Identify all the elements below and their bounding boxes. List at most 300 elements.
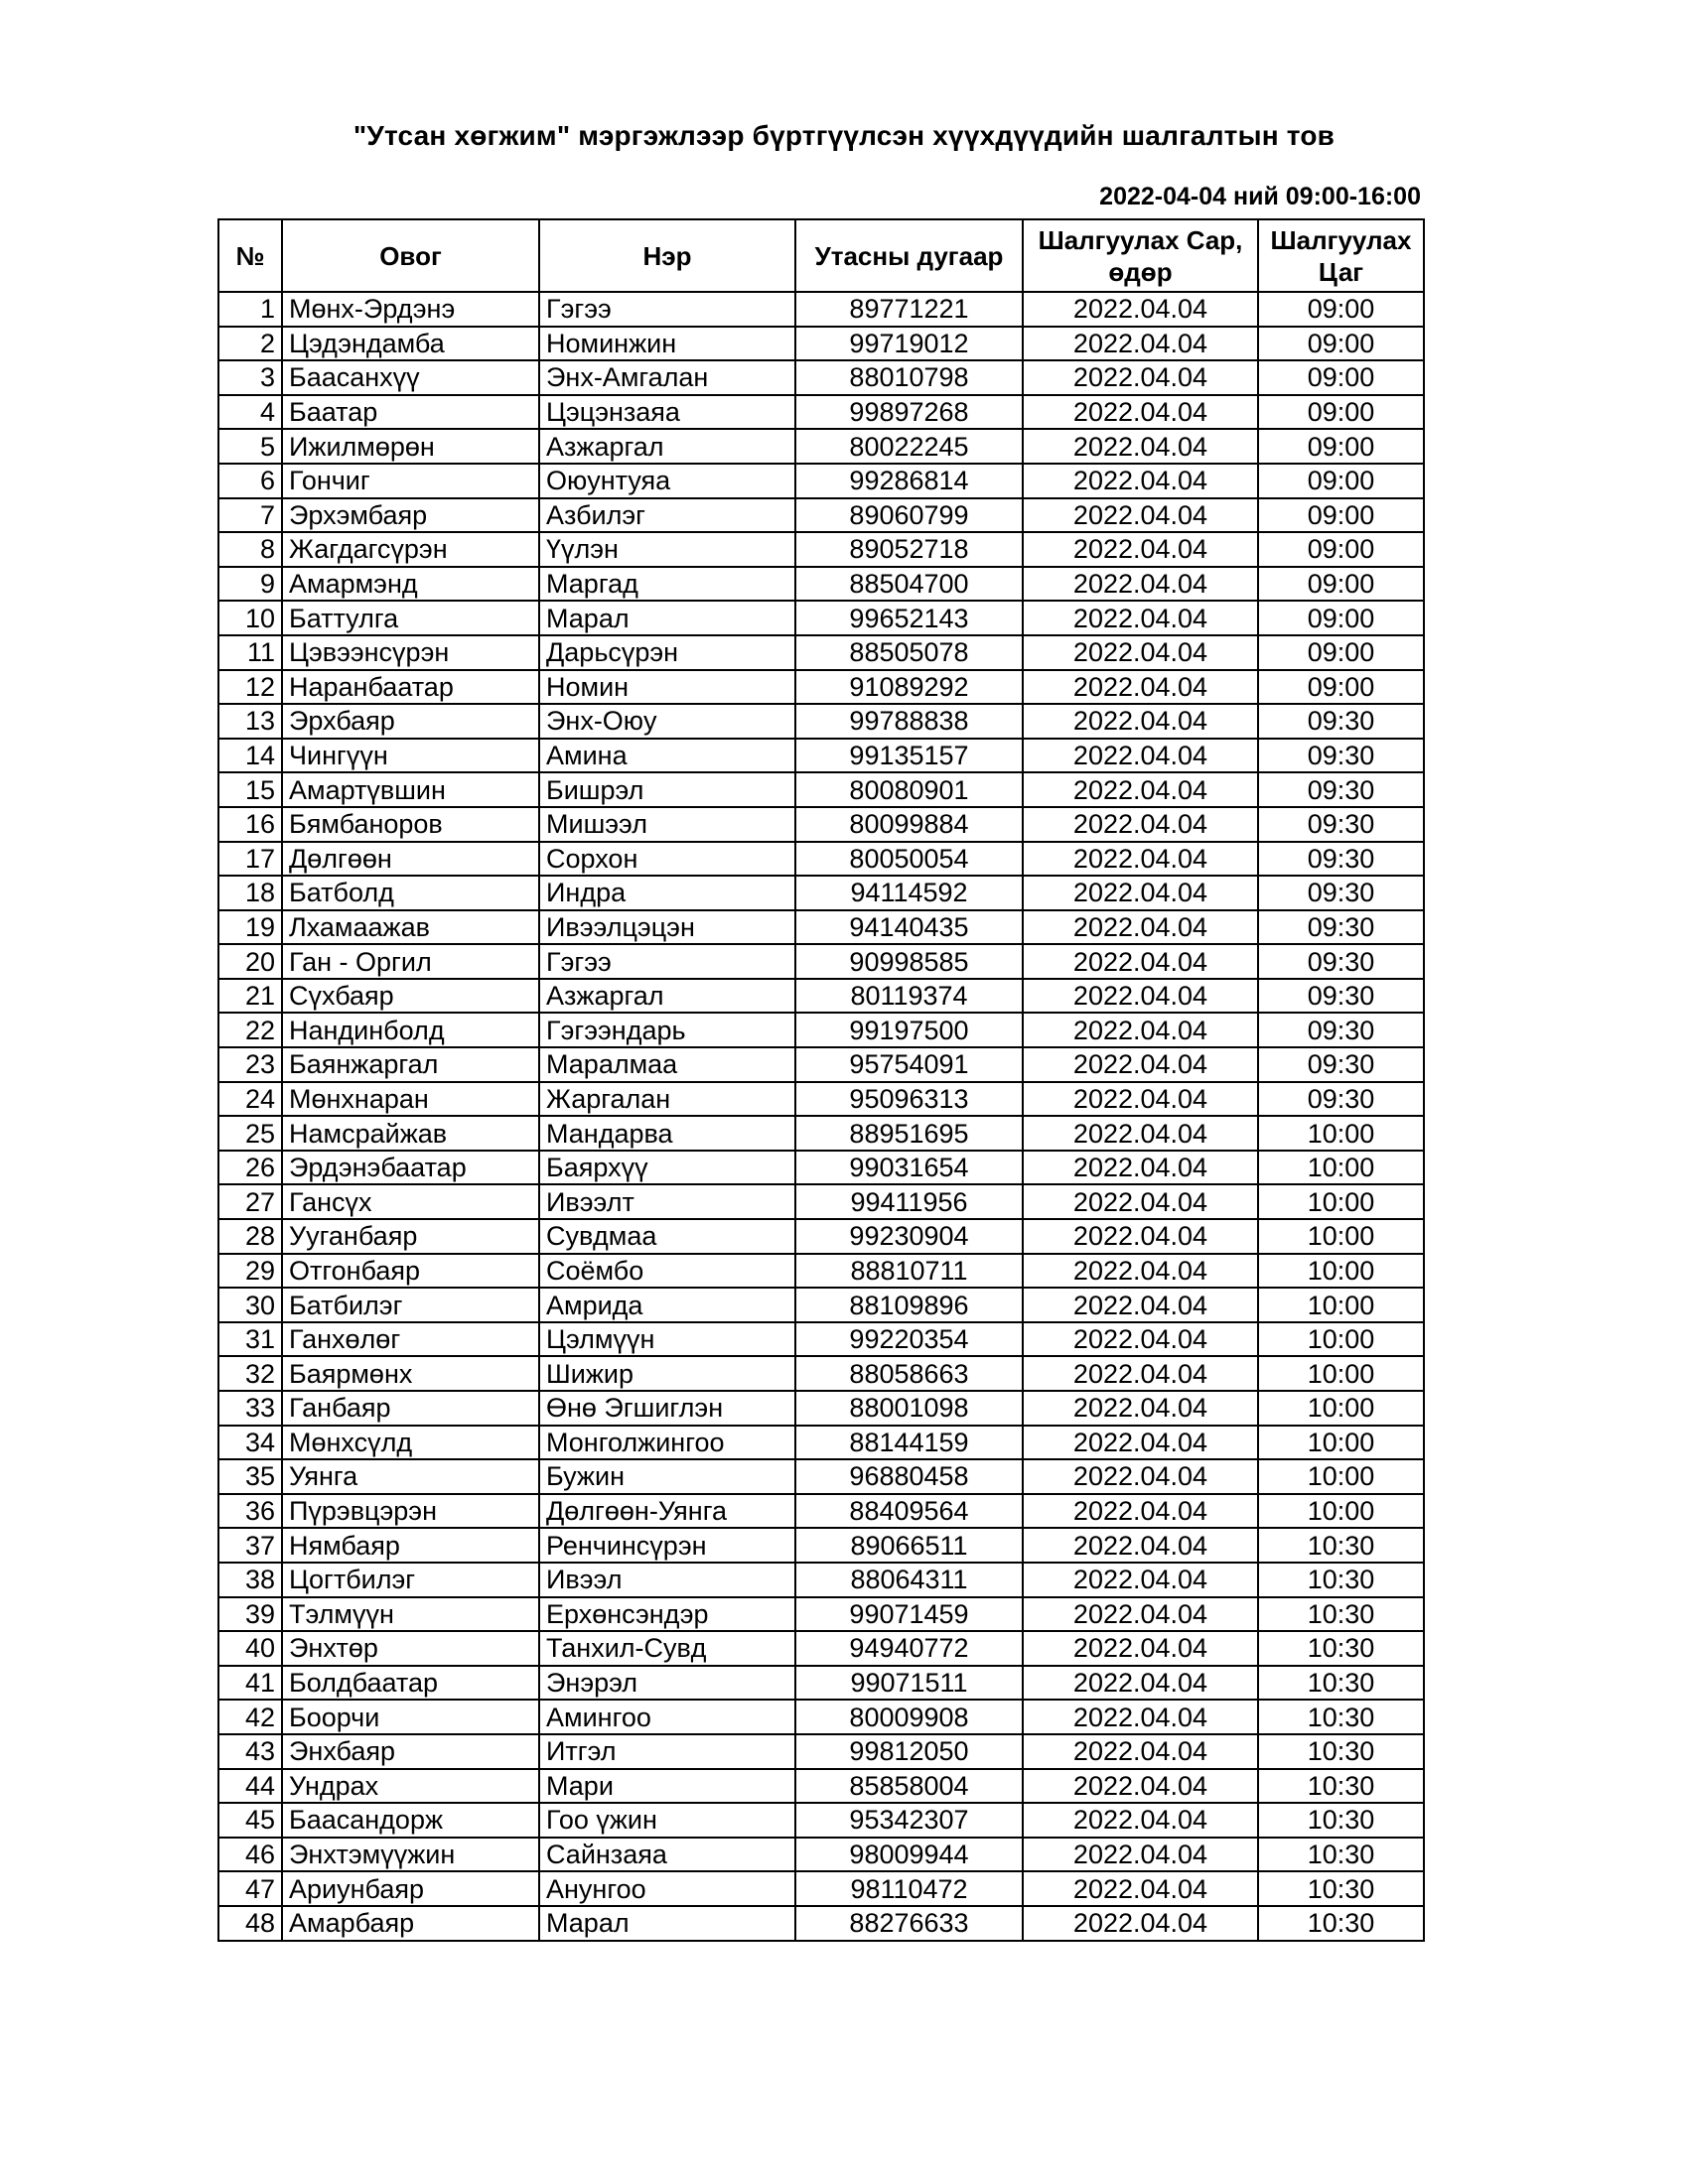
row-time: 09:00 bbox=[1258, 601, 1424, 635]
row-number: 33 bbox=[218, 1391, 282, 1426]
row-ner: Азбилэг bbox=[539, 498, 795, 533]
row-number: 11 bbox=[218, 635, 282, 670]
row-time: 09:00 bbox=[1258, 292, 1424, 327]
row-number: 22 bbox=[218, 1013, 282, 1047]
table-row bbox=[218, 670, 1424, 705]
row-ner: Цэцэнзаяа bbox=[539, 395, 795, 430]
table-row bbox=[218, 1013, 1424, 1047]
row-date: 2022.04.04 bbox=[1023, 532, 1258, 567]
table-row bbox=[218, 1563, 1424, 1597]
row-date: 2022.04.04 bbox=[1023, 292, 1258, 327]
row-obog: Цэдэндамба bbox=[282, 327, 539, 361]
table-row bbox=[218, 910, 1424, 945]
row-obog: Ундрах bbox=[282, 1769, 539, 1804]
row-obog: Эрхэмбаяр bbox=[282, 498, 539, 533]
row-time: 09:30 bbox=[1258, 704, 1424, 739]
row-obog: Ганхөлөг bbox=[282, 1322, 539, 1357]
row-obog: Уянга bbox=[282, 1459, 539, 1494]
row-number: 34 bbox=[218, 1426, 282, 1460]
table-row bbox=[218, 1734, 1424, 1769]
row-ner: Сувдмаа bbox=[539, 1219, 795, 1254]
row-phone: 90998585 bbox=[795, 944, 1023, 979]
row-time: 09:30 bbox=[1258, 739, 1424, 773]
row-time: 10:00 bbox=[1258, 1322, 1424, 1357]
row-ner: Цэлмүүн bbox=[539, 1322, 795, 1357]
row-phone: 99220354 bbox=[795, 1322, 1023, 1357]
row-date: 2022.04.04 bbox=[1023, 944, 1258, 979]
table-row bbox=[218, 842, 1424, 877]
row-number: 35 bbox=[218, 1459, 282, 1494]
row-ner: Анунгоо bbox=[539, 1871, 795, 1906]
row-obog: Ариунбаяр bbox=[282, 1871, 539, 1906]
row-phone: 96880458 bbox=[795, 1459, 1023, 1494]
row-phone: 95342307 bbox=[795, 1803, 1023, 1838]
row-date: 2022.04.04 bbox=[1023, 910, 1258, 945]
table-row bbox=[218, 532, 1424, 567]
row-phone: 95096313 bbox=[795, 1082, 1023, 1117]
row-ner: Мари bbox=[539, 1769, 795, 1804]
table-row bbox=[218, 1254, 1424, 1289]
row-date: 2022.04.04 bbox=[1023, 498, 1258, 533]
row-obog: Пүрэвцэрэн bbox=[282, 1494, 539, 1529]
page-title: "Утсан хөгжим" мэргэжлээр бүртгүүлсэн хүүхдүүдийн шалгалтын тов bbox=[352, 120, 1336, 151]
row-number: 26 bbox=[218, 1151, 282, 1185]
row-date: 2022.04.04 bbox=[1023, 1391, 1258, 1426]
row-ner: Азжаргал bbox=[539, 979, 795, 1014]
row-obog: Энхбаяр bbox=[282, 1734, 539, 1769]
table-row bbox=[218, 429, 1424, 464]
row-ner: Энэрэл bbox=[539, 1666, 795, 1701]
row-time: 10:30 bbox=[1258, 1769, 1424, 1804]
table-row bbox=[218, 464, 1424, 498]
row-phone: 99652143 bbox=[795, 601, 1023, 635]
row-phone: 89060799 bbox=[795, 498, 1023, 533]
row-time: 09:30 bbox=[1258, 1082, 1424, 1117]
table-row bbox=[218, 327, 1424, 361]
row-phone: 88276633 bbox=[795, 1906, 1023, 1941]
table-row bbox=[218, 635, 1424, 670]
table-row bbox=[218, 979, 1424, 1014]
row-date: 2022.04.04 bbox=[1023, 360, 1258, 395]
row-ner: Ивээл bbox=[539, 1563, 795, 1597]
row-date: 2022.04.04 bbox=[1023, 842, 1258, 877]
row-obog: Ганбаяр bbox=[282, 1391, 539, 1426]
row-date: 2022.04.04 bbox=[1023, 395, 1258, 430]
row-obog: Баянжаргал bbox=[282, 1047, 539, 1082]
row-phone: 88058663 bbox=[795, 1356, 1023, 1391]
row-obog: Сүхбаяр bbox=[282, 979, 539, 1014]
row-obog: Отгонбаяр bbox=[282, 1254, 539, 1289]
row-phone: 98009944 bbox=[795, 1838, 1023, 1872]
row-date: 2022.04.04 bbox=[1023, 327, 1258, 361]
row-ner: Итгэл bbox=[539, 1734, 795, 1769]
row-phone: 99788838 bbox=[795, 704, 1023, 739]
row-date: 2022.04.04 bbox=[1023, 1254, 1258, 1289]
row-obog: Амарбаяр bbox=[282, 1906, 539, 1941]
row-number: 8 bbox=[218, 532, 282, 567]
row-time: 10:30 bbox=[1258, 1906, 1424, 1941]
row-obog: Лхамаажав bbox=[282, 910, 539, 945]
row-ner: Соёмбо bbox=[539, 1254, 795, 1289]
table-row bbox=[218, 1666, 1424, 1701]
table-body bbox=[218, 292, 1424, 1941]
row-number: 40 bbox=[218, 1631, 282, 1666]
row-phone: 80080901 bbox=[795, 772, 1023, 807]
table-row bbox=[218, 1356, 1424, 1391]
row-obog: Ижилмөрөн bbox=[282, 429, 539, 464]
row-time: 10:30 bbox=[1258, 1803, 1424, 1838]
row-phone: 99071459 bbox=[795, 1597, 1023, 1632]
row-phone: 88109896 bbox=[795, 1288, 1023, 1322]
row-date: 2022.04.04 bbox=[1023, 1803, 1258, 1838]
table-row bbox=[218, 1047, 1424, 1082]
row-time: 10:30 bbox=[1258, 1734, 1424, 1769]
table-row bbox=[218, 1838, 1424, 1872]
row-ner: Дөлгөөн-Уянга bbox=[539, 1494, 795, 1529]
row-time: 10:30 bbox=[1258, 1563, 1424, 1597]
row-obog: Болдбаатар bbox=[282, 1666, 539, 1701]
row-obog: Ууганбаяр bbox=[282, 1219, 539, 1254]
row-ner: Монголжингоо bbox=[539, 1426, 795, 1460]
row-obog: Энхтэмүүжин bbox=[282, 1838, 539, 1872]
table-row bbox=[218, 1906, 1424, 1941]
row-ner: Ивээлцэцэн bbox=[539, 910, 795, 945]
row-ner: Ренчинсүрэн bbox=[539, 1528, 795, 1563]
row-ner: Үүлэн bbox=[539, 532, 795, 567]
table-row bbox=[218, 1322, 1424, 1357]
row-phone: 88504700 bbox=[795, 567, 1023, 602]
row-number: 4 bbox=[218, 395, 282, 430]
row-time: 09:30 bbox=[1258, 1013, 1424, 1047]
row-time: 09:30 bbox=[1258, 772, 1424, 807]
row-obog: Нямбаяр bbox=[282, 1528, 539, 1563]
table-row bbox=[218, 739, 1424, 773]
table-row bbox=[218, 944, 1424, 979]
row-ner: Амрида bbox=[539, 1288, 795, 1322]
row-obog: Жагдагсүрэн bbox=[282, 532, 539, 567]
row-date: 2022.04.04 bbox=[1023, 1631, 1258, 1666]
row-time: 10:30 bbox=[1258, 1528, 1424, 1563]
row-number: 9 bbox=[218, 567, 282, 602]
row-ner: Сорхон bbox=[539, 842, 795, 877]
row-time: 09:30 bbox=[1258, 842, 1424, 877]
row-time: 10:00 bbox=[1258, 1459, 1424, 1494]
row-number: 20 bbox=[218, 944, 282, 979]
row-phone: 88409564 bbox=[795, 1494, 1023, 1529]
row-number: 32 bbox=[218, 1356, 282, 1391]
table-row bbox=[218, 1631, 1424, 1666]
header-time: Шалгуулах Цаг bbox=[1258, 219, 1424, 292]
row-phone: 94140435 bbox=[795, 910, 1023, 945]
row-ner: Дарьсүрэн bbox=[539, 635, 795, 670]
table-row bbox=[218, 1597, 1424, 1632]
row-date: 2022.04.04 bbox=[1023, 1666, 1258, 1701]
row-time: 09:00 bbox=[1258, 429, 1424, 464]
row-number: 36 bbox=[218, 1494, 282, 1529]
row-time: 09:00 bbox=[1258, 635, 1424, 670]
row-number: 3 bbox=[218, 360, 282, 395]
row-obog: Эрхбаяр bbox=[282, 704, 539, 739]
table-row bbox=[218, 292, 1424, 327]
row-date: 2022.04.04 bbox=[1023, 1459, 1258, 1494]
row-phone: 99411956 bbox=[795, 1184, 1023, 1219]
row-phone: 94940772 bbox=[795, 1631, 1023, 1666]
table-row bbox=[218, 360, 1424, 395]
row-date: 2022.04.04 bbox=[1023, 739, 1258, 773]
header-obog: Овог bbox=[282, 219, 539, 292]
row-time: 10:30 bbox=[1258, 1631, 1424, 1666]
row-ner: Шижир bbox=[539, 1356, 795, 1391]
row-phone: 89066511 bbox=[795, 1528, 1023, 1563]
row-date: 2022.04.04 bbox=[1023, 807, 1258, 842]
row-obog: Боорчи bbox=[282, 1700, 539, 1734]
row-ner: Бишрэл bbox=[539, 772, 795, 807]
row-date: 2022.04.04 bbox=[1023, 704, 1258, 739]
row-ner: Баярхүү bbox=[539, 1151, 795, 1185]
row-date: 2022.04.04 bbox=[1023, 670, 1258, 705]
row-obog: Чингүүн bbox=[282, 739, 539, 773]
row-number: 24 bbox=[218, 1082, 282, 1117]
date-range: 2022-04-04 ний 09:00-16:00 bbox=[1099, 183, 1421, 210]
row-time: 10:00 bbox=[1258, 1494, 1424, 1529]
row-time: 09:30 bbox=[1258, 1047, 1424, 1082]
row-ner: Мандарва bbox=[539, 1116, 795, 1151]
row-number: 5 bbox=[218, 429, 282, 464]
row-ner: Индра bbox=[539, 876, 795, 910]
table-row bbox=[218, 498, 1424, 533]
row-ner: Сайнзаяа bbox=[539, 1838, 795, 1872]
row-phone: 80022245 bbox=[795, 429, 1023, 464]
row-obog: Батболд bbox=[282, 876, 539, 910]
row-date: 2022.04.04 bbox=[1023, 1356, 1258, 1391]
row-obog: Батбилэг bbox=[282, 1288, 539, 1322]
row-phone: 80009908 bbox=[795, 1700, 1023, 1734]
row-time: 10:00 bbox=[1258, 1426, 1424, 1460]
row-time: 09:30 bbox=[1258, 944, 1424, 979]
row-ner: Азжаргал bbox=[539, 429, 795, 464]
row-obog: Амартүвшин bbox=[282, 772, 539, 807]
row-time: 10:30 bbox=[1258, 1838, 1424, 1872]
row-phone: 89771221 bbox=[795, 292, 1023, 327]
row-time: 10:00 bbox=[1258, 1151, 1424, 1185]
row-ner: Номин bbox=[539, 670, 795, 705]
table-row bbox=[218, 1426, 1424, 1460]
table-header-row bbox=[218, 219, 1424, 292]
row-phone: 99286814 bbox=[795, 464, 1023, 498]
row-time: 09:00 bbox=[1258, 360, 1424, 395]
row-number: 44 bbox=[218, 1769, 282, 1804]
row-number: 12 bbox=[218, 670, 282, 705]
row-ner: Энх-Оюу bbox=[539, 704, 795, 739]
row-date: 2022.04.04 bbox=[1023, 1288, 1258, 1322]
header-date: Шалгуулах Сар, өдөр bbox=[1023, 219, 1258, 292]
row-date: 2022.04.04 bbox=[1023, 1597, 1258, 1632]
row-ner: Номинжин bbox=[539, 327, 795, 361]
row-obog: Гансүх bbox=[282, 1184, 539, 1219]
row-phone: 95754091 bbox=[795, 1047, 1023, 1082]
row-phone: 99031654 bbox=[795, 1151, 1023, 1185]
row-time: 10:00 bbox=[1258, 1288, 1424, 1322]
row-date: 2022.04.04 bbox=[1023, 772, 1258, 807]
row-ner: Ивээлт bbox=[539, 1184, 795, 1219]
row-obog: Бямбаноров bbox=[282, 807, 539, 842]
row-phone: 99230904 bbox=[795, 1219, 1023, 1254]
row-number: 6 bbox=[218, 464, 282, 498]
row-phone: 80119374 bbox=[795, 979, 1023, 1014]
table-row bbox=[218, 1219, 1424, 1254]
row-obog: Мөнхнаран bbox=[282, 1082, 539, 1117]
row-phone: 88951695 bbox=[795, 1116, 1023, 1151]
row-date: 2022.04.04 bbox=[1023, 1013, 1258, 1047]
row-obog: Тэлмүүн bbox=[282, 1597, 539, 1632]
row-obog: Мөнхсүлд bbox=[282, 1426, 539, 1460]
table-row bbox=[218, 772, 1424, 807]
table-row bbox=[218, 876, 1424, 910]
row-date: 2022.04.04 bbox=[1023, 601, 1258, 635]
row-date: 2022.04.04 bbox=[1023, 1871, 1258, 1906]
row-time: 09:30 bbox=[1258, 979, 1424, 1014]
row-time: 09:00 bbox=[1258, 395, 1424, 430]
row-date: 2022.04.04 bbox=[1023, 1734, 1258, 1769]
row-ner: Амингоо bbox=[539, 1700, 795, 1734]
row-date: 2022.04.04 bbox=[1023, 567, 1258, 602]
exam-schedule-table bbox=[217, 218, 1425, 1942]
row-date: 2022.04.04 bbox=[1023, 1184, 1258, 1219]
row-obog: Намсрайжав bbox=[282, 1116, 539, 1151]
table-row bbox=[218, 1803, 1424, 1838]
row-number: 31 bbox=[218, 1322, 282, 1357]
header-phone: Утасны дугаар bbox=[795, 219, 1023, 292]
row-number: 16 bbox=[218, 807, 282, 842]
row-number: 28 bbox=[218, 1219, 282, 1254]
row-ner: Жаргалан bbox=[539, 1082, 795, 1117]
row-obog: Баатар bbox=[282, 395, 539, 430]
header-ner: Нэр bbox=[539, 219, 795, 292]
row-number: 13 bbox=[218, 704, 282, 739]
row-time: 10:00 bbox=[1258, 1356, 1424, 1391]
row-date: 2022.04.04 bbox=[1023, 429, 1258, 464]
row-number: 23 bbox=[218, 1047, 282, 1082]
row-obog: Наранбаатар bbox=[282, 670, 539, 705]
row-phone: 88505078 bbox=[795, 635, 1023, 670]
row-number: 25 bbox=[218, 1116, 282, 1151]
row-ner: Оюунтуяа bbox=[539, 464, 795, 498]
row-phone: 99071511 bbox=[795, 1666, 1023, 1701]
row-number: 21 bbox=[218, 979, 282, 1014]
table-row bbox=[218, 1494, 1424, 1529]
row-time: 09:30 bbox=[1258, 910, 1424, 945]
row-time: 10:00 bbox=[1258, 1391, 1424, 1426]
row-date: 2022.04.04 bbox=[1023, 1528, 1258, 1563]
table-row bbox=[218, 1391, 1424, 1426]
row-date: 2022.04.04 bbox=[1023, 1494, 1258, 1529]
table-row bbox=[218, 1459, 1424, 1494]
row-obog: Цогтбилэг bbox=[282, 1563, 539, 1597]
table-row bbox=[218, 567, 1424, 602]
table-row bbox=[218, 704, 1424, 739]
row-time: 10:00 bbox=[1258, 1219, 1424, 1254]
row-obog: Баттулга bbox=[282, 601, 539, 635]
table-row bbox=[218, 807, 1424, 842]
table-row bbox=[218, 1116, 1424, 1151]
row-phone: 94114592 bbox=[795, 876, 1023, 910]
row-date: 2022.04.04 bbox=[1023, 1838, 1258, 1872]
row-phone: 99719012 bbox=[795, 327, 1023, 361]
table-row bbox=[218, 1700, 1424, 1734]
row-number: 14 bbox=[218, 739, 282, 773]
table-row bbox=[218, 601, 1424, 635]
row-number: 30 bbox=[218, 1288, 282, 1322]
row-time: 10:30 bbox=[1258, 1700, 1424, 1734]
row-phone: 88144159 bbox=[795, 1426, 1023, 1460]
row-date: 2022.04.04 bbox=[1023, 876, 1258, 910]
row-ner: Ерхөнсэндэр bbox=[539, 1597, 795, 1632]
row-number: 42 bbox=[218, 1700, 282, 1734]
row-phone: 98110472 bbox=[795, 1871, 1023, 1906]
row-number: 27 bbox=[218, 1184, 282, 1219]
row-obog: Гончиг bbox=[282, 464, 539, 498]
table-row bbox=[218, 1871, 1424, 1906]
row-number: 43 bbox=[218, 1734, 282, 1769]
row-number: 1 bbox=[218, 292, 282, 327]
row-date: 2022.04.04 bbox=[1023, 1700, 1258, 1734]
row-date: 2022.04.04 bbox=[1023, 1769, 1258, 1804]
row-number: 39 bbox=[218, 1597, 282, 1632]
row-time: 09:30 bbox=[1258, 807, 1424, 842]
row-ner: Танхил-Сувд bbox=[539, 1631, 795, 1666]
row-obog: Баасанхүү bbox=[282, 360, 539, 395]
row-number: 2 bbox=[218, 327, 282, 361]
row-time: 09:00 bbox=[1258, 464, 1424, 498]
row-number: 45 bbox=[218, 1803, 282, 1838]
row-time: 09:00 bbox=[1258, 567, 1424, 602]
row-date: 2022.04.04 bbox=[1023, 1426, 1258, 1460]
row-obog: Баярмөнх bbox=[282, 1356, 539, 1391]
row-obog: Нандинболд bbox=[282, 1013, 539, 1047]
row-number: 37 bbox=[218, 1528, 282, 1563]
row-date: 2022.04.04 bbox=[1023, 1151, 1258, 1185]
row-obog: Амармэнд bbox=[282, 567, 539, 602]
row-phone: 99897268 bbox=[795, 395, 1023, 430]
row-number: 19 bbox=[218, 910, 282, 945]
row-phone: 99812050 bbox=[795, 1734, 1023, 1769]
row-ner: Гоо үжин bbox=[539, 1803, 795, 1838]
row-phone: 91089292 bbox=[795, 670, 1023, 705]
row-date: 2022.04.04 bbox=[1023, 1563, 1258, 1597]
row-number: 10 bbox=[218, 601, 282, 635]
row-obog: Баасандорж bbox=[282, 1803, 539, 1838]
row-phone: 99135157 bbox=[795, 739, 1023, 773]
row-time: 09:00 bbox=[1258, 327, 1424, 361]
row-date: 2022.04.04 bbox=[1023, 635, 1258, 670]
row-obog: Эрдэнэбаатар bbox=[282, 1151, 539, 1185]
row-phone: 99197500 bbox=[795, 1013, 1023, 1047]
row-phone: 89052718 bbox=[795, 532, 1023, 567]
row-ner: Амина bbox=[539, 739, 795, 773]
row-number: 29 bbox=[218, 1254, 282, 1289]
row-time: 09:30 bbox=[1258, 876, 1424, 910]
row-ner: Марал bbox=[539, 601, 795, 635]
row-number: 41 bbox=[218, 1666, 282, 1701]
row-number: 47 bbox=[218, 1871, 282, 1906]
row-obog: Цэвээнсүрэн bbox=[282, 635, 539, 670]
table-row bbox=[218, 1082, 1424, 1117]
table-row bbox=[218, 1769, 1424, 1804]
row-ner: Маргад bbox=[539, 567, 795, 602]
header-num: № bbox=[218, 219, 282, 292]
row-date: 2022.04.04 bbox=[1023, 1322, 1258, 1357]
row-date: 2022.04.04 bbox=[1023, 1219, 1258, 1254]
